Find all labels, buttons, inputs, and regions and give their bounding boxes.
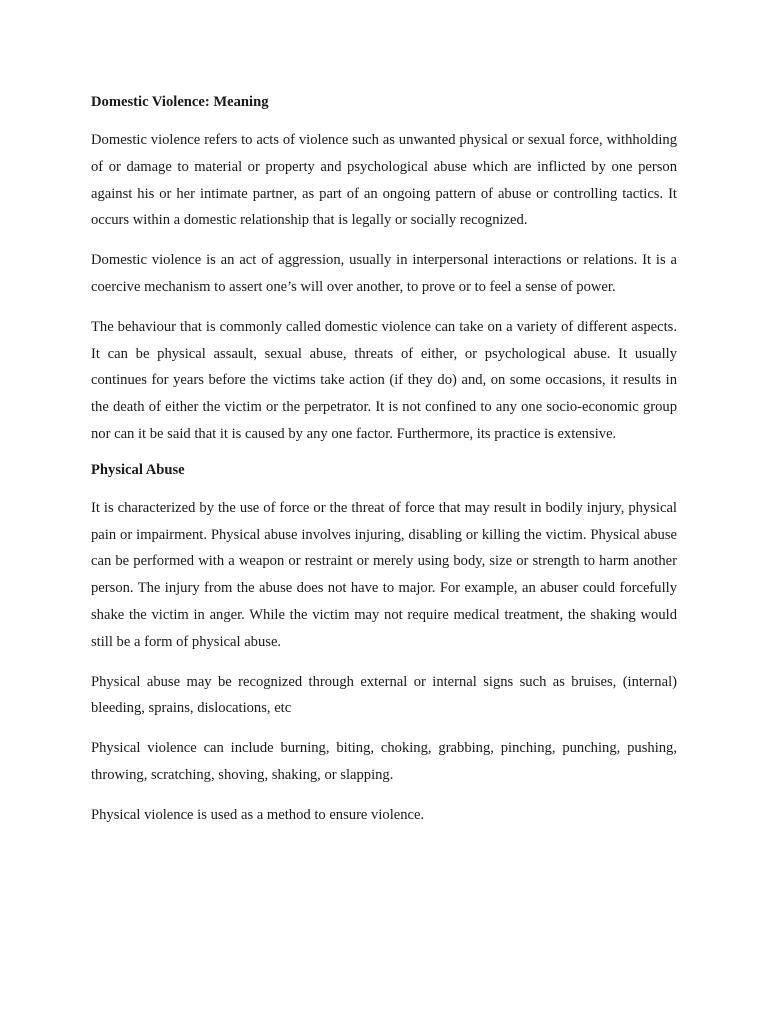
paragraph: It is characterized by the use of force or the threat of force that may result in bodily injury, physical pain or impairment. Physical abuse involves injuring, disabling or killing the victim. Physical abuse can be performed with a weapon or restraint or merely using body, size or strength to harm another person. The injury from the abuse does not have to major. For example, an abuser could forcefully shake the victim in anger. While the victim may not require medical treatment, the shaking would still be a form of physical abuse. (91, 499, 677, 650)
paragraph: Domestic violence is an act of aggression, usually in interpersonal interactions or relations. It is a coercive mechanism to assert one’s will over another, to prove or to feel a sense of power. (91, 252, 677, 295)
section-heading-physical-abuse: Physical Abuse (91, 461, 185, 478)
paragraph: Physical violence is used as a method to ensure violence. (91, 806, 425, 823)
document-page (91, 93, 677, 842)
paragraph: Physical abuse may be recognized through external or internal signs such as bruises, (internal) bleeding, sprains, dislocations, etc (91, 673, 677, 717)
paragraph: Domestic violence refers to acts of violence such as unwanted physical or sexual force, withholding of or damage to material or property and psychological abuse which are inflicted by one person against his or her intimate partner, as part of an ongoing pattern of abuse or controlling tactics. It occurs within a domestic relationship that is legally or socially recognized. (91, 132, 677, 229)
section-heading-meaning: Domestic Violence: Meaning (91, 94, 269, 110)
paragraph: The behaviour that is commonly called domestic violence can take on a variety of different aspects. It can be physical assault, sexual abuse, threats of either, or psychological abuse. It usually continues for years before the victims take action (if they do) and, on some occasions, it results in the death of either the victim or the perpetrator. It is not confined to any one socio-economic group nor can it be said that it is caused by any one factor. Furthermore, its practice is extensive. (91, 318, 677, 442)
paragraph: Physical violence can include burning, biting, choking, grabbing, pinching, punching, pushing, throwing, scratching, shoving, shaking, or slapping. (91, 740, 677, 783)
